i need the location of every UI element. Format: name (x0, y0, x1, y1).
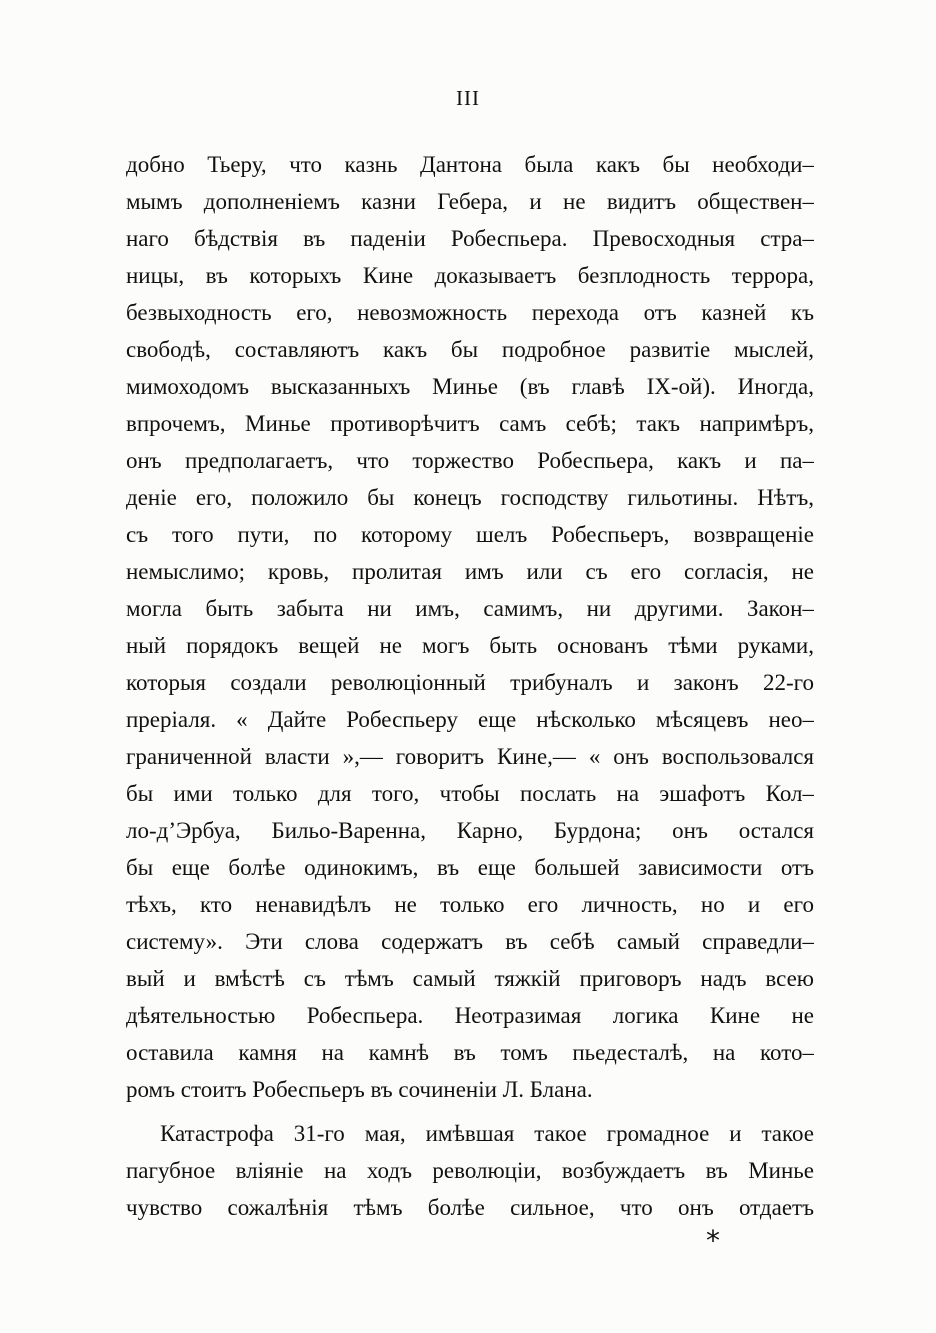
text-line: ницы, въ которыхъ Кине доказываетъ безплодность террора, (126, 263, 814, 288)
text-line: ный порядокъ вещей не могъ быть основанъ тѣми руками, (126, 633, 814, 658)
text-line: мимоходомъ высказанныхъ Минье (въ главѣ IX-ой). Иногда, (126, 374, 814, 399)
text-line: ло-д’Эрбуа, Бильо-Варенна, Карно, Бурдона; онъ остался (126, 818, 814, 843)
text-line: граниченной власти »,— говоритъ Кине,— « онъ воспользовался (126, 744, 814, 769)
text-line: деніе его, положило бы конецъ господству гильотины. Нѣтъ, (126, 485, 814, 510)
text-line: систему». Эти слова содержатъ въ себѣ самый справедли– (126, 929, 814, 954)
text-line: чувство сожалѣнія тѣмъ болѣе сильное, что онъ отдаетъ (126, 1195, 814, 1220)
paragraph (126, 146, 814, 1108)
text-line: оставила камня на камнѣ въ томъ пьедесталѣ, на кото– (126, 1040, 814, 1065)
text-line: мымъ дополненіемъ казни Гебера, и не видитъ обществен– (126, 189, 814, 214)
text-line: которыя создали революціонный трибуналъ и законъ 22-го (126, 670, 814, 695)
paragraph-gap (126, 1108, 814, 1115)
body-text (126, 146, 814, 1226)
text-line: ромъ стоитъ Робеспьеръ въ сочиненіи Л. Блана. (126, 1077, 593, 1102)
page-number: III (456, 86, 480, 110)
signature-mark: * (706, 1224, 720, 1257)
text-line: бы ими только для того, чтобы послать на эшафотъ Кол– (126, 781, 814, 806)
text-line: вый и вмѣстѣ съ тѣмъ самый тяжкій приговоръ надъ всею (126, 966, 814, 991)
text-line: добно Тьеру, что казнь Дантона была какъ бы необходи– (126, 152, 814, 177)
text-line: могла быть забыта ни имъ, самимъ, ни другими. Закон– (126, 596, 814, 621)
text-line: преріаля. « Дайте Робеспьеру еще нѣсколько мѣсяцевъ нео– (126, 707, 814, 732)
text-line: пагубное вліяніе на ходъ революціи, возбуждаетъ въ Минье (126, 1158, 814, 1183)
text-line: Катастрофа 31-го мая, имѣвшая такое громадное и такое (160, 1121, 814, 1146)
text-line: впрочемъ, Минье противорѣчитъ самъ себѣ; такъ напримѣръ, (126, 411, 814, 436)
paragraph (126, 1115, 814, 1226)
text-line: немыслимо; кровь, пролитая имъ или съ его согласія, не (126, 559, 814, 584)
text-line: бы еще болѣе одинокимъ, въ еще большей зависимости отъ (126, 855, 814, 880)
text-line: наго бѣдствія въ паденіи Робеспьера. Превосходныя стра– (126, 226, 814, 251)
text-line: свободѣ, составляютъ какъ бы подробное развитіе мыслей, (126, 337, 814, 362)
text-line: дѣятельностью Робеспьера. Неотразимая логика Кине не (126, 1003, 814, 1028)
text-line: тѣхъ, кто ненавидѣлъ не только его личность, но и его (126, 892, 814, 917)
text-line: безвыходность его, невозможность перехода отъ казней къ (126, 300, 814, 325)
text-line: съ того пути, по которому шелъ Робеспьеръ, возвращеніе (126, 522, 814, 547)
text-line: онъ предполагаетъ, что торжество Робеспьера, какъ и па– (126, 448, 814, 473)
